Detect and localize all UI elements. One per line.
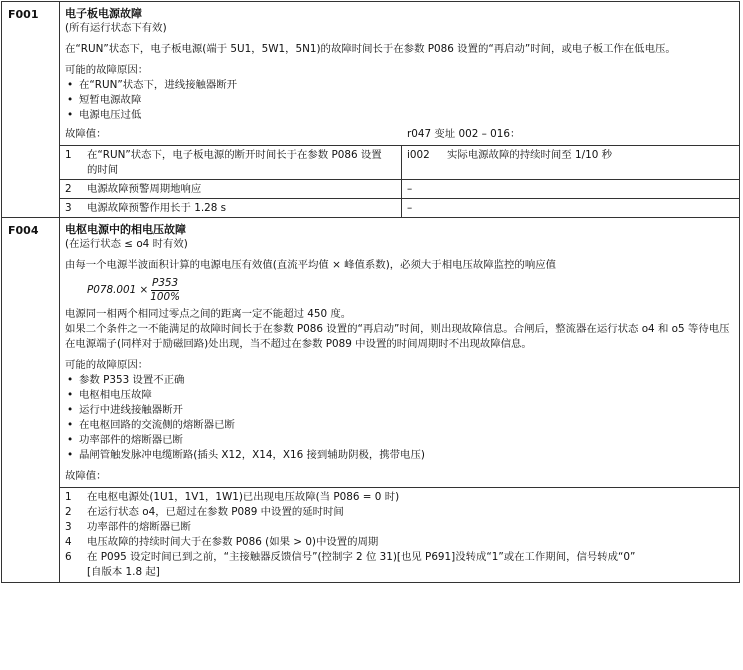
fault-value-item: 2 在运行状态 o4，已超过在参数 P089 中设置的延时时间: [65, 506, 344, 518]
cause-item: • 电源电压过低: [65, 108, 733, 123]
fault-values-list-f004: [60, 487, 739, 582]
cause-item: • 电枢相电压故障: [65, 388, 733, 403]
causes-title-f004: 可能的故障原因：: [65, 359, 149, 371]
fault-description-f001: 在“RUN”状态下，电子板电源(端于 5U1，5W1，5N1)的故障时间长于在参数 P086 设置的“再启动”时间，或电子板工作在低电压。: [65, 43, 676, 55]
fault-value-row: [60, 146, 739, 180]
formula-numerator: P353: [152, 276, 179, 289]
row-text: 电源故障预警作用长于 1.28 s: [87, 202, 227, 214]
cause-item: • 在“RUN”状态下，进线接触器断开: [65, 78, 733, 93]
fault-value-row: [60, 180, 739, 199]
fault-value-item: 1 在电枢电源处(1U1，1V1，1W1)已出现电压故障(当 P086 = 0 时): [65, 491, 400, 503]
row-text: 电源故障预警周期地响应: [87, 183, 202, 195]
row-meaning: –: [407, 183, 413, 195]
row-index: i002: [407, 149, 430, 161]
cause-item: • 功率部件的熔断器已断: [65, 433, 733, 448]
fault-subtitle-f001: (所有运行状态下有效): [65, 22, 167, 34]
fault-value-header-f001: [65, 127, 733, 142]
fault-value-table-f001: [60, 145, 739, 217]
cause-item: • 晶闸管触发脉冲电缆断路(插头 X12，X14，X16 接到辅助阴极，携带电压): [65, 448, 733, 463]
row-number: 3: [65, 202, 72, 214]
cause-item: • 运行中进线接触器断开: [65, 403, 733, 418]
fault-value-row: [60, 199, 739, 218]
row-number: 1: [65, 149, 72, 161]
fault-title-f001: 电子板电源故障: [65, 7, 142, 20]
fault-value-label: 故障值：: [65, 128, 107, 140]
formula-denominator: 100%: [150, 290, 180, 303]
fault-condition-note: 如果二个条件之一不能满足的故障时间长于在参数 P086 设置的“再启动”时间，则出现故障信息。合闸后，整流器在运行状态 o4 和 o5 等待电压在电源端子(同样对于励磁回路)处出现，当不超过在参数 P089 中设置的时间周期时不出现故障信息。: [65, 323, 730, 350]
row-number: 2: [65, 183, 72, 195]
version-note-row: [65, 565, 734, 580]
fault-value-item: 3 功率部件的熔断器已断: [65, 521, 191, 533]
fault-value-label-f004: 故障值：: [65, 470, 107, 482]
fault-value-item: 4 电压故障的持续时间大于在参数 P086 (如果 > 0)中设置的周期: [65, 536, 379, 548]
fault-description-f004: 由每一个电源半波面积计算的电源电压有效值(直流平均值 × 峰值系数)，必须大于相电压故障监控的响应值: [65, 259, 556, 271]
row-meaning: –: [407, 202, 413, 214]
row-text: 在“RUN”状态下，电子板电源的断开时间长于在参数 P086 设置的时间: [87, 149, 382, 176]
causes-list-f001: [65, 78, 733, 123]
fault-subtitle-f004: (在运行状态 ≤ o4 时有效): [65, 238, 188, 250]
formula-prefix: P078.001 ×: [87, 283, 149, 296]
fault-value-item: 6 在 P095 设定时间已到之前，“主接触器反馈信号”(控制字 2 位 31)[也见 P691]没转成“1”或在工作期间，信号转成“0”: [65, 551, 636, 563]
fault-row-f001: [2, 2, 740, 218]
causes-list-f004: [65, 373, 733, 463]
fault-document: [1, 1, 740, 583]
zero-crossing-note: 电源同一相两个相同过零点之间的距离一定不能超过 450 度。: [65, 308, 352, 320]
fault-title-f004: 电枢电源中的相电压故障: [65, 223, 186, 236]
fault-code-f004: F004: [2, 218, 60, 583]
fault-value-param: r047 变址 002 – 016：: [407, 128, 521, 140]
fault-code-f001: F001: [2, 2, 60, 218]
cause-item: • 参数 P353 设置不正确: [65, 373, 733, 388]
causes-title-f001: 可能的故障原因：: [65, 64, 149, 76]
version-note: [自版本 1.8 起]: [87, 566, 160, 578]
cause-item: • 在电枢回路的交流侧的熔断器已断: [65, 418, 733, 433]
row-meaning: 实际电源故障的持续时间至 1/10 秒: [447, 149, 613, 161]
fault-table: [1, 1, 740, 583]
cause-item: • 短暂电源故障: [65, 93, 733, 108]
threshold-formula: [65, 273, 733, 307]
formula-fraction: [150, 277, 180, 304]
fault-row-f004: [2, 218, 740, 583]
